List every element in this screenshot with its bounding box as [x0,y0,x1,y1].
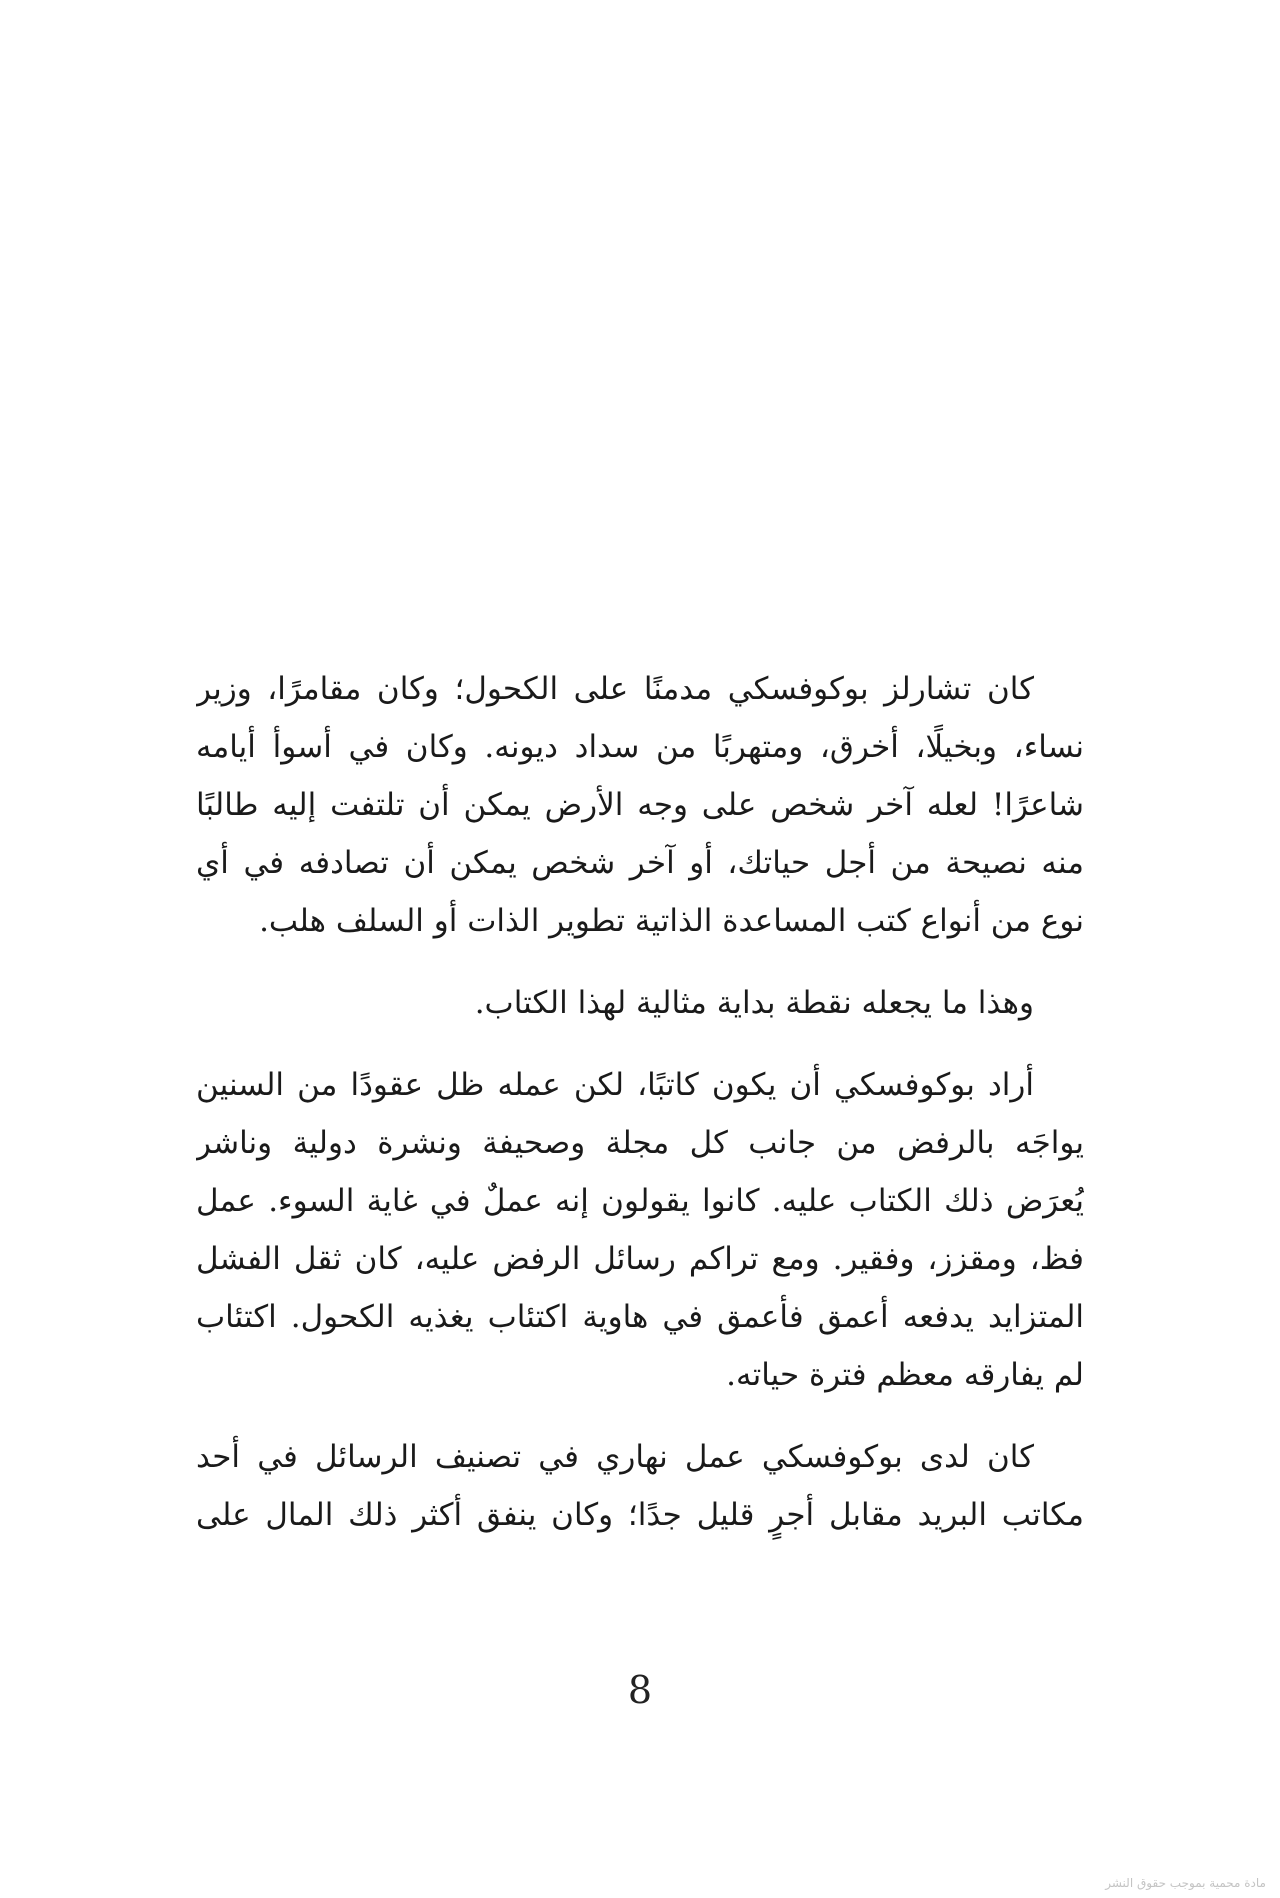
text-line: نساء، وبخيلًا، أخرق، ومتهربًا من سداد ديونه. وكان في أسوأ أيامه [196,729,1084,765]
copyright-watermark: مادة محمية بموجب حقوق النشر [1105,1876,1266,1890]
text-line: فظ، ومقزز، وفقير. ومع تراكم رسائل الرفض عليه، كان ثقل الفشل [196,1241,1084,1277]
paragraph-1 [196,660,1084,950]
text-line: وهذا ما يجعله نقطة بداية مثالية لهذا الكتاب. [474,985,1034,1021]
text-line: شاعرًا! لعله آخر شخص على وجه الأرض يمكن أن تلتفت إليه طالبًا [196,787,1084,823]
text-line: يُعرَض ذلك الكتاب عليه. كانوا يقولون إنه عملٌ في غاية السوء. عمل [196,1183,1084,1219]
paragraph-spacer [196,1032,1084,1056]
text-line: لم يفارقه معظم فترة حياته. [726,1357,1084,1393]
text-line: كان لدى بوكوفسكي عمل نهاري في تصنيف الرسائل في أحد [196,1439,1034,1475]
text-line: كان تشارلز بوكوفسكي مدمنًا على الكحول؛ وكان مقامرًا، وزير [196,671,1034,707]
body-text [196,660,1084,1544]
paragraph-spacer [196,950,1084,974]
paragraph-4 [196,1428,1084,1544]
text-line: أراد بوكوفسكي أن يكون كاتبًا، لكن عمله ظل عقودًا من السنين [196,1067,1034,1103]
page-number: 8 [627,1668,653,1712]
paragraph-2 [196,974,1084,1032]
text-line: نوع من أنواع كتب المساعدة الذاتية تطوير الذات أو السلف هلب. [259,903,1084,939]
text-line: المتزايد يدفعه أعمق فأعمق في هاوية اكتئاب يغذيه الكحول. اكتئاب [196,1299,1084,1335]
paragraph-3 [196,1056,1084,1404]
text-line: يواجَه بالرفض من جانب كل مجلة وصحيفة ونشرة دولية وناشر [196,1125,1084,1161]
text-line: منه نصيحة من أجل حياتك، أو آخر شخص يمكن أن تصادفه في أي [196,845,1084,881]
text-line: مكاتب البريد مقابل أجرٍ قليل جدًا؛ وكان ينفق أكثر ذلك المال على [196,1497,1084,1533]
paragraph-spacer [196,1404,1084,1428]
